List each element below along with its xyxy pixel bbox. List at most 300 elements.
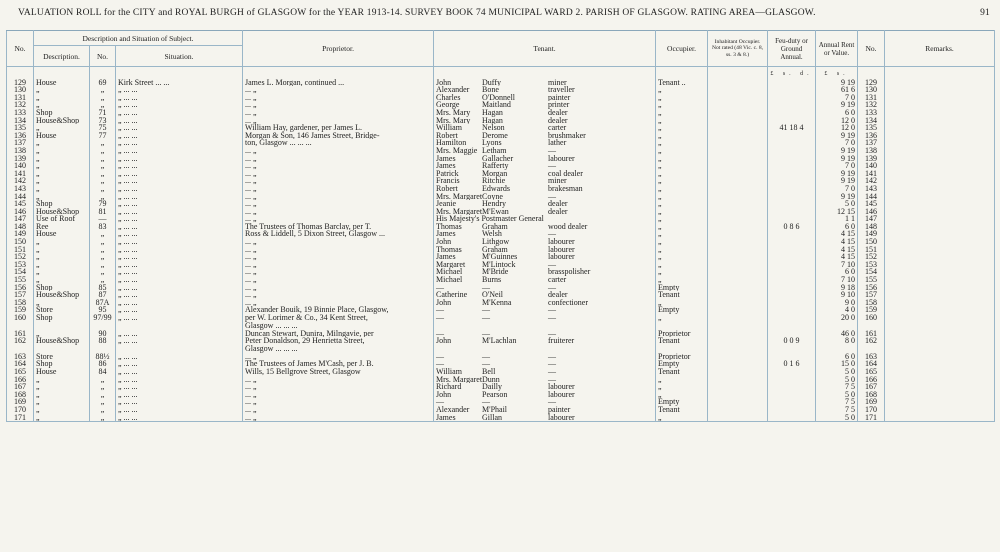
row-inhabitant: [708, 406, 768, 414]
row-annual-value: 5 0: [816, 414, 858, 422]
row-description: „: [34, 391, 90, 399]
row-remarks: [885, 268, 995, 276]
row-tenant: [434, 162, 656, 170]
row-remarks: [885, 253, 995, 261]
tenant-occupation: dealer: [548, 108, 568, 117]
row-no-right: 162: [858, 337, 885, 345]
tenant-occupation: —: [548, 146, 557, 155]
tenant-forename: Alexander: [436, 86, 470, 94]
row-feu-duty: [768, 79, 816, 87]
row-feu-duty: 0 8 6: [768, 223, 816, 231]
tenant-occupation: painter: [548, 93, 571, 102]
row-number: „: [90, 383, 116, 391]
tenant-forename: —: [436, 398, 445, 406]
row-proprietor: ... „: [243, 291, 434, 299]
tenant-surname: Bone: [482, 86, 499, 94]
row-no: 139: [7, 155, 34, 163]
row-no: 153: [7, 261, 34, 269]
col-no-header: No.: [7, 31, 34, 67]
row-situation: „ ... ...: [116, 246, 243, 254]
row-number: 90: [90, 330, 116, 338]
tenant-forename: Hamilton: [436, 139, 467, 147]
row-proprietor: Glasgow ... ... ...: [243, 322, 434, 330]
row-number: „: [90, 376, 116, 384]
row-situation: „ ... ...: [116, 299, 243, 307]
row-tenant: [434, 238, 656, 246]
tenant-occupation: —: [548, 162, 557, 170]
row-situation: „ ... ...: [116, 109, 243, 117]
tenant-occupation: carter: [548, 276, 567, 284]
row-number: „: [90, 414, 116, 422]
table-row: [7, 314, 995, 322]
row-remarks: [885, 155, 995, 163]
row-inhabitant: [708, 368, 768, 376]
tenant-surname: M'Bride: [482, 268, 509, 277]
row-no-right: 133: [858, 109, 885, 117]
row-occupier: „: [656, 94, 708, 102]
tenant-surname: —: [482, 352, 491, 361]
row-no: 168: [7, 391, 34, 399]
row-no-right: 165: [858, 368, 885, 376]
row-description: House: [34, 368, 90, 376]
row-description: „: [34, 193, 90, 201]
row-inhabitant: [708, 215, 768, 223]
row-remarks: [885, 314, 995, 322]
row-no: 137: [7, 139, 34, 147]
tenant-forename: Robert: [436, 184, 458, 193]
row-proprietor: ... „: [243, 391, 434, 399]
tenant-occupation: printer: [548, 101, 570, 109]
tenant-surname: Ritchie: [482, 177, 506, 185]
row-inhabitant: [708, 86, 768, 94]
row-proprietor: ... „: [243, 238, 434, 246]
row-feu-duty: [768, 268, 816, 276]
row-description: Shop: [34, 360, 90, 368]
row-tenant: [434, 345, 656, 353]
tenant-surname: Gallacher: [482, 154, 514, 163]
row-no-right: 150: [858, 238, 885, 246]
row-description: Shop: [34, 200, 90, 208]
row-no: 152: [7, 253, 34, 261]
tenant-occupation: dealer: [548, 291, 568, 299]
tenant-forename: Thomas: [436, 245, 462, 254]
row-tenant: [434, 170, 656, 178]
row-proprietor: ... „: [243, 276, 434, 284]
table-row: [7, 284, 995, 292]
row-inhabitant: [708, 306, 768, 314]
row-tenant: [434, 322, 656, 330]
row-number: 73: [90, 117, 116, 125]
tenant-occupation: wood dealer: [548, 222, 588, 231]
row-tenant: [434, 268, 656, 276]
tenant-surname: Dunn: [482, 375, 500, 384]
row-description: „: [34, 124, 90, 132]
row-occupier: „: [656, 299, 708, 307]
table-row: [7, 238, 995, 246]
table-row: [7, 139, 995, 147]
row-proprietor: ton, Glasgow ... ... ...: [243, 139, 434, 147]
row-no: 151: [7, 246, 34, 254]
tenant-occupation: miner: [548, 78, 567, 87]
row-proprietor: Alexander Bouik, 19 Binnie Place, Glasgow,: [243, 306, 434, 314]
row-annual-value: 12 0: [816, 124, 858, 132]
tenant-forename: His Majesty's Postmaster General: [436, 215, 544, 223]
page-header: [0, 8, 1000, 22]
row-proprietor: ... „: [243, 376, 434, 384]
row-number: 87A: [90, 299, 116, 307]
tenant-forename: Francis: [436, 177, 460, 185]
row-situation: „ ... ...: [116, 376, 243, 384]
tenant-occupation: labourer: [548, 413, 575, 422]
page-title: VALUATION ROLL for the CITY and ROYAL BURGH of GLASGOW for the YEAR 1913-14. SURVEY BOOK 74 MUNICIPAL WARD 2. PARISH OF GLASGOW. RATING AREA—GLASGOW.: [18, 8, 816, 18]
tenant-occupation: carter: [548, 124, 567, 132]
row-remarks: [885, 330, 995, 338]
tenant-forename: James: [436, 230, 456, 239]
row-annual-value: 12 15: [816, 208, 858, 216]
tenant-occupation: brushmaker: [548, 131, 586, 140]
row-number: „: [90, 185, 116, 193]
row-feu-duty: [768, 322, 816, 330]
tenant-forename: John: [436, 337, 452, 345]
row-no-right: 156: [858, 284, 885, 292]
row-tenant: [434, 109, 656, 117]
row-number: „: [90, 238, 116, 246]
table-row: [7, 261, 995, 269]
col-occupier-header: Occupier.: [656, 31, 708, 67]
row-inhabitant: [708, 345, 768, 353]
row-feu-duty: [768, 200, 816, 208]
row-tenant: [434, 253, 656, 261]
row-situation: „ ... ...: [116, 162, 243, 170]
row-description: Shop: [34, 314, 90, 322]
row-feu-duty: [768, 261, 816, 269]
row-occupier: „: [656, 253, 708, 261]
row-no: 157: [7, 291, 34, 299]
row-remarks: [885, 139, 995, 147]
row-proprietor: ... „: [243, 177, 434, 185]
row-remarks: [885, 391, 995, 399]
table-row: [7, 193, 995, 201]
table-row: [7, 177, 995, 185]
table-row: [7, 162, 995, 170]
table-row: [7, 124, 995, 132]
row-remarks: [885, 368, 995, 376]
table-row: [7, 253, 995, 261]
row-remarks: [885, 79, 995, 87]
row-feu-duty: [768, 86, 816, 94]
row-occupier: „: [656, 376, 708, 384]
inhabitant-label: Inhabitant Occupier. Not rated (48 Vic. c. 8, ss. 3 & 8.): [711, 38, 764, 58]
row-situation: „ ... ...: [116, 170, 243, 178]
row-proprietor: ... „: [243, 414, 434, 422]
row-occupier: Proprietor: [656, 353, 708, 361]
row-no: 138: [7, 147, 34, 155]
row-inhabitant: [708, 284, 768, 292]
row-annual-value: 9 19: [816, 177, 858, 185]
row-remarks: [885, 299, 995, 307]
row-no-right: 167: [858, 383, 885, 391]
tenant-surname: Letham: [482, 146, 507, 155]
tenant-forename: John: [436, 78, 452, 87]
row-annual-value: 6 0: [816, 223, 858, 231]
tenant-surname: —: [482, 398, 491, 406]
row-no: 164: [7, 360, 34, 368]
row-number: „: [90, 276, 116, 284]
row-tenant: [434, 132, 656, 140]
row-situation: „ ... ...: [116, 406, 243, 414]
row-tenant: [434, 185, 656, 193]
table-row: [7, 246, 995, 254]
row-inhabitant: [708, 268, 768, 276]
tenant-forename: James: [436, 162, 456, 170]
row-no: 158: [7, 299, 34, 307]
row-inhabitant: [708, 109, 768, 117]
row-no-right: 144: [858, 193, 885, 201]
row-no: 132: [7, 101, 34, 109]
row-remarks: [885, 414, 995, 422]
row-tenant: [434, 223, 656, 231]
row-description: „: [34, 261, 90, 269]
row-annual-value: 6 0: [816, 353, 858, 361]
row-occupier: „: [656, 124, 708, 132]
table-row: [7, 200, 995, 208]
row-description: House&Shop: [34, 117, 90, 125]
row-remarks: [885, 322, 995, 330]
page-number: 91: [980, 8, 990, 18]
row-no: 171: [7, 414, 34, 422]
row-description: House: [34, 79, 90, 87]
row-annual-value: 7 5: [816, 406, 858, 414]
row-occupier: Tenant: [656, 291, 708, 299]
row-description: „: [34, 268, 90, 276]
tenant-surname: Hendry: [482, 200, 507, 208]
tenant-occupation: —: [548, 314, 557, 322]
row-tenant: [434, 330, 656, 338]
row-feu-duty: [768, 314, 816, 322]
row-occupier: „: [656, 208, 708, 216]
tenant-forename: Michael: [436, 276, 463, 284]
row-inhabitant: [708, 360, 768, 368]
row-number: 75: [90, 124, 116, 132]
row-occupier: „: [656, 215, 708, 223]
tenant-forename: —: [436, 314, 445, 322]
row-description: „: [34, 86, 90, 94]
row-number: 81: [90, 208, 116, 216]
row-inhabitant: [708, 337, 768, 345]
row-situation: „ ... ...: [116, 398, 243, 406]
row-feu-duty: 41 18 4: [768, 124, 816, 132]
row-no: 170: [7, 406, 34, 414]
row-no-right: 168: [858, 391, 885, 399]
row-annual-value: 9 19: [816, 147, 858, 155]
row-no-right: 140: [858, 162, 885, 170]
row-no: 144: [7, 193, 34, 201]
row-no: 131: [7, 94, 34, 102]
row-situation: „ ... ...: [116, 86, 243, 94]
row-proprietor: per W. Lorimer & Co., 34 Kent Street,: [243, 314, 434, 322]
row-tenant: [434, 215, 656, 223]
row-inhabitant: [708, 391, 768, 399]
row-occupier: „: [656, 177, 708, 185]
row-feu-duty: [768, 230, 816, 238]
col-proprietor-header: Proprietor.: [243, 31, 434, 67]
row-no-right: 163: [858, 353, 885, 361]
row-number: „: [90, 193, 116, 201]
row-annual-value: 15 0: [816, 360, 858, 368]
row-occupier: „: [656, 139, 708, 147]
tenant-occupation: —: [548, 352, 557, 361]
row-description: House&Shop: [34, 208, 90, 216]
row-occupier: „: [656, 109, 708, 117]
row-description: „: [34, 299, 90, 307]
tenant-occupation: —: [548, 230, 557, 239]
tenant-surname: Morgan: [482, 169, 508, 178]
row-remarks: [885, 170, 995, 178]
table-row: [7, 406, 995, 414]
row-occupier: „: [656, 86, 708, 94]
table-row: [7, 345, 995, 353]
row-tenant: [434, 276, 656, 284]
row-tenant: [434, 117, 656, 125]
tenant-surname: Pearson: [482, 390, 508, 399]
row-inhabitant: [708, 376, 768, 384]
row-feu-duty: [768, 208, 816, 216]
row-situation: Kirk Street ... ...: [116, 79, 243, 87]
row-occupier: „: [656, 162, 708, 170]
tenant-occupation: miner: [548, 177, 567, 185]
tenant-occupation: —: [548, 360, 557, 368]
tenant-surname: Lithgow: [482, 238, 510, 246]
row-proprietor: ... „: [243, 246, 434, 254]
tenant-surname: Rafferty: [482, 162, 509, 170]
tenant-forename: —: [436, 352, 445, 361]
row-tenant: [434, 94, 656, 102]
row-feu-duty: [768, 330, 816, 338]
row-occupier: „: [656, 414, 708, 422]
row-number: „: [90, 230, 116, 238]
tenant-forename: Mrs. Mary: [436, 108, 471, 117]
row-occupier: Proprietor: [656, 330, 708, 338]
row-annual-value: 4 15: [816, 253, 858, 261]
row-remarks: [885, 238, 995, 246]
row-remarks: [885, 193, 995, 201]
row-feu-duty: [768, 117, 816, 125]
row-number: 87: [90, 291, 116, 299]
row-number: [90, 345, 116, 353]
row-proprietor: ... „: [243, 200, 434, 208]
row-no-right: 134: [858, 117, 885, 125]
row-no-right: 136: [858, 132, 885, 140]
row-proprietor: ... „: [243, 101, 434, 109]
row-feu-duty: [768, 368, 816, 376]
row-number: „: [90, 170, 116, 178]
table-row: [7, 291, 995, 299]
tenant-occupation: —: [548, 283, 557, 292]
row-annual-value: [816, 345, 858, 353]
row-annual-value: 7 0: [816, 185, 858, 193]
row-occupier: „: [656, 132, 708, 140]
row-tenant: [434, 139, 656, 147]
row-number: „: [90, 406, 116, 414]
row-tenant: [434, 353, 656, 361]
table-row: [7, 353, 995, 361]
row-situation: „ ... ...: [116, 117, 243, 125]
col-remarks-header: Remarks.: [885, 31, 995, 67]
row-number: „: [90, 253, 116, 261]
row-proprietor: ... „: [243, 117, 434, 125]
row-occupier: Empty: [656, 284, 708, 292]
row-remarks: [885, 337, 995, 345]
row-description: „: [34, 376, 90, 384]
row-no: 150: [7, 238, 34, 246]
tenant-occupation: —: [548, 192, 557, 201]
row-feu-duty: [768, 193, 816, 201]
row-number: 69: [90, 79, 116, 87]
row-occupier: „: [656, 185, 708, 193]
row-description: House: [34, 230, 90, 238]
tenant-occupation: labourer: [548, 238, 575, 246]
row-annual-value: 7 5: [816, 383, 858, 391]
row-no-right: [858, 322, 885, 330]
row-annual-value: 8 0: [816, 337, 858, 345]
row-occupier: „: [656, 117, 708, 125]
row-annual-value: 7 0: [816, 94, 858, 102]
row-description: „: [34, 406, 90, 414]
row-no-right: 131: [858, 94, 885, 102]
tenant-occupation: labourer: [548, 390, 575, 399]
row-annual-value: 9 19: [816, 132, 858, 140]
tenant-occupation: —: [548, 260, 557, 269]
row-number: „: [90, 261, 116, 269]
row-situation: „ ... ...: [116, 215, 243, 223]
row-annual-value: 6 0: [816, 268, 858, 276]
row-proprietor: ... „: [243, 208, 434, 216]
row-annual-value: 9 19: [816, 79, 858, 87]
row-occupier: „: [656, 246, 708, 254]
tenant-forename: Michael: [436, 268, 463, 277]
tenant-forename: —: [436, 360, 445, 368]
row-description: „: [34, 155, 90, 163]
col-feu-header: [768, 31, 816, 67]
row-tenant: [434, 314, 656, 322]
row-description: House&Shop: [34, 291, 90, 299]
row-inhabitant: [708, 330, 768, 338]
row-number: „: [90, 268, 116, 276]
valuation-table: [6, 30, 995, 422]
row-feu-duty: [768, 276, 816, 284]
row-description: „: [34, 383, 90, 391]
tenant-occupation: labourer: [548, 253, 575, 261]
row-occupier: „: [656, 314, 708, 322]
row-feu-duty: [768, 109, 816, 117]
tenant-surname: Welsh: [482, 230, 502, 239]
tenant-surname: M'Ewan: [482, 207, 509, 216]
tenant-forename: Robert: [436, 131, 458, 140]
row-tenant: [434, 414, 656, 422]
row-situation: „ ... ...: [116, 391, 243, 399]
row-no-right: 169: [858, 398, 885, 406]
row-no: 156: [7, 284, 34, 292]
row-remarks: [885, 398, 995, 406]
row-tenant: [434, 299, 656, 307]
row-annual-value: 4 15: [816, 238, 858, 246]
row-tenant: [434, 368, 656, 376]
row-proprietor: ... „: [243, 383, 434, 391]
row-situation: „ ... ...: [116, 185, 243, 193]
tenant-occupation: brakesman: [548, 184, 583, 193]
row-number: „: [90, 177, 116, 185]
row-annual-value: [816, 322, 858, 330]
